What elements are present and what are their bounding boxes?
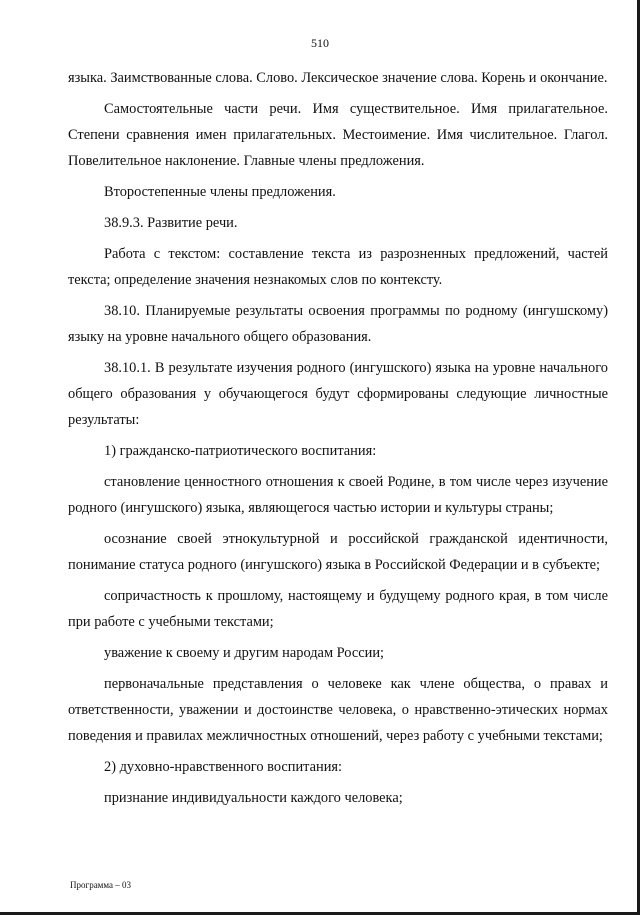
paragraph: 38.10. Планируемые результаты освоения программы по родному (ингушскому) языку на уровне начального общего образования. bbox=[68, 303, 608, 345]
paragraph: 38.9.3. Развитие речи. bbox=[104, 215, 238, 231]
paragraph: Работа с текстом: составление текста из разрозненных предложений, частей текста; определение значения незнакомых слов по контексту. bbox=[68, 246, 608, 288]
page-number: 510 bbox=[311, 36, 329, 50]
paragraph: сопричастность к прошлому, настоящему и будущему родного края, в том числе при работе с учебными текстами; bbox=[68, 588, 608, 630]
document-body bbox=[68, 65, 608, 816]
paragraph: 1) гражданско-патриотического воспитания: bbox=[104, 443, 377, 459]
paragraph: Самостоятельные части речи. Имя существительное. Имя прилагательное. Степени сравнения имен прилагательных. Местоимение. Имя числительное. Глагол. Повелительное наклонение. Главные члены предложения. bbox=[68, 101, 608, 169]
footer-label: Программа – 03 bbox=[70, 880, 132, 890]
paragraph: осознание своей этнокультурной и российской гражданской идентичности, понимание статуса родного (ингушского) языка в Российской Федерации и в субъекте; bbox=[68, 531, 608, 573]
paragraph: Второстепенные члены предложения. bbox=[104, 184, 336, 200]
paragraph: первоначальные представления о человеке как члене общества, о правах и ответственности, уважении и достоинстве человека, о нравственно-этических нормах поведения и правилах межличностных отношений, через работу с учебными текстами; bbox=[68, 676, 608, 744]
paragraph: признание индивидуальности каждого человека; bbox=[104, 790, 403, 806]
paragraph: языка. Заимствованные слова. Слово. Лексическое значение слова. Корень и окончание. bbox=[68, 70, 608, 86]
paragraph: уважение к своему и другим народам России; bbox=[104, 645, 385, 661]
paragraph: становление ценностного отношения к своей Родине, в том числе через изучение родного (ингушского) языка, являющегося частью истории и культуры страны; bbox=[68, 474, 608, 516]
paragraph: 38.10.1. В результате изучения родного (ингушского) языка на уровне начального общего образования у обучающегося будут сформированы следующие личностные результаты: bbox=[68, 360, 608, 428]
paragraph: 2) духовно-нравственного воспитания: bbox=[104, 759, 343, 775]
